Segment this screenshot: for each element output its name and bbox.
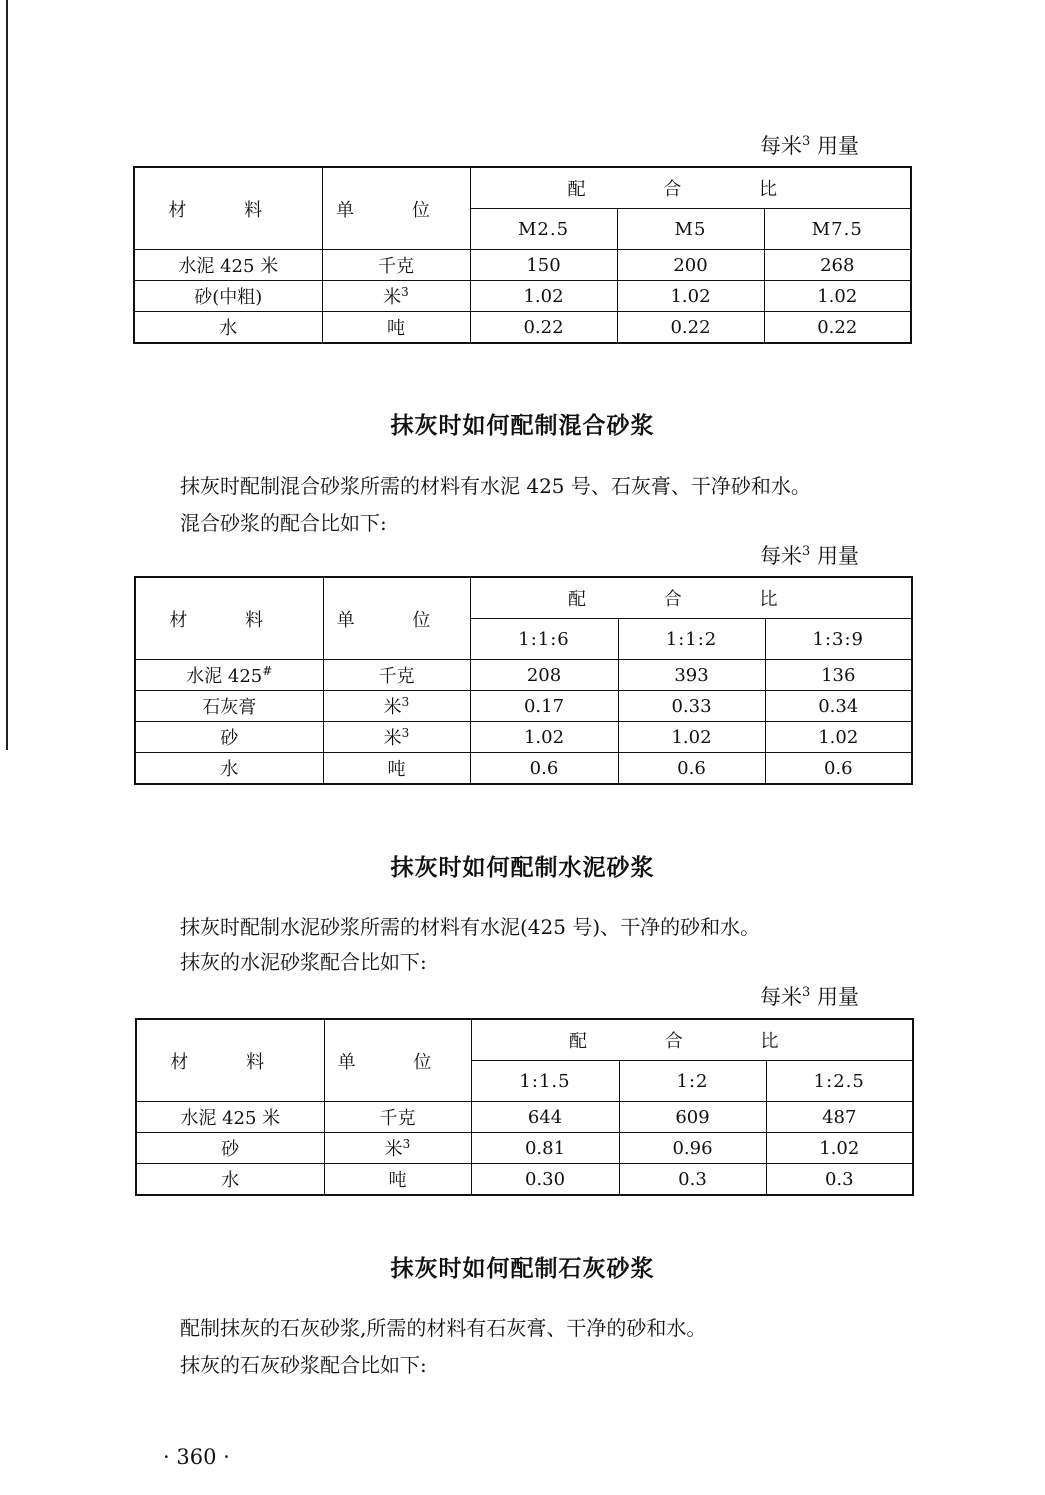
material-cell: 水 [136, 1164, 324, 1196]
unit-note: 每米$^3$ 用量 [760, 985, 859, 1009]
value-cell: 644 [471, 1102, 619, 1133]
value-cell: 150 [470, 250, 617, 281]
paragraph: 抹灰时配制水泥砂浆所需的材料有水泥(425 号)、干净的砂和水。 [180, 915, 761, 939]
paragraph: 抹灰时配制混合砂浆所需的材料有水泥 425 号、石灰膏、干净砂和水。 [180, 474, 811, 498]
value-cell: 0.22 [470, 312, 617, 344]
value-cell: 0.22 [617, 312, 764, 344]
unit-cell: 吨 [322, 312, 470, 344]
header-ratio: 配 合 比 [470, 577, 912, 619]
material-cell: 水泥 425# [135, 660, 323, 691]
column-header: 1:1.5 [471, 1061, 619, 1102]
value-cell: 1.02 [618, 722, 765, 753]
scan-edge-line [6, 0, 8, 750]
value-cell: 0.6 [618, 753, 765, 785]
table-row [136, 1102, 913, 1133]
column-header: M7.5 [764, 209, 911, 250]
header-material: 材 料 [136, 1019, 324, 1102]
value-cell: 0.30 [471, 1164, 619, 1196]
unit-cell: 千克 [323, 660, 470, 691]
value-cell: 0.6 [765, 753, 912, 785]
unit-cell: 吨 [323, 753, 470, 785]
material-cell: 水泥 425 米 [134, 250, 322, 281]
page-number: · 360 · [163, 1445, 230, 1469]
value-cell: 0.96 [619, 1133, 766, 1164]
unit-cell: 吨 [324, 1164, 471, 1196]
column-header: M5 [617, 209, 764, 250]
material-cell: 砂(中粗) [134, 281, 322, 312]
material-cell: 水 [134, 312, 322, 344]
section-heading: 抹灰时如何配制水泥砂浆 [390, 855, 655, 881]
value-cell: 208 [470, 660, 618, 691]
unit-cell: 千克 [324, 1102, 471, 1133]
unit-cell: 米$^3$ [324, 1133, 471, 1164]
section-heading: 抹灰时如何配制混合砂浆 [390, 413, 655, 439]
table-row [136, 1164, 913, 1196]
column-header: 1:3:9 [765, 619, 912, 660]
column-header: M2.5 [470, 209, 617, 250]
value-cell: 1.02 [765, 722, 912, 753]
value-cell: 1.02 [470, 281, 617, 312]
unit-note: 每米$^3$ 用量 [760, 134, 859, 158]
table-row [134, 281, 911, 312]
section-heading: 抹灰时如何配制石灰砂浆 [390, 1256, 655, 1282]
header-material: 材 料 [134, 167, 322, 250]
material-cell: 砂 [135, 722, 323, 753]
value-cell: 1.02 [766, 1133, 913, 1164]
header-ratio: 配 合 比 [471, 1019, 913, 1061]
value-cell: 0.3 [619, 1164, 766, 1196]
value-cell: 609 [619, 1102, 766, 1133]
column-header: 1:2.5 [766, 1061, 913, 1102]
value-cell: 487 [766, 1102, 913, 1133]
unit-cell: 千克 [322, 250, 470, 281]
header-material: 材 料 [135, 577, 323, 660]
unit-cell: 米$^3$ [322, 281, 470, 312]
material-cell: 水 [135, 753, 323, 785]
value-cell: 268 [764, 250, 911, 281]
value-cell: 1.02 [617, 281, 764, 312]
mix-ratio-table-1 [133, 166, 912, 344]
value-cell: 200 [617, 250, 764, 281]
value-cell: 0.81 [471, 1133, 619, 1164]
unit-note: 每米$^3$ 用量 [760, 544, 859, 568]
table-row [134, 312, 911, 344]
column-header: 1:2 [619, 1061, 766, 1102]
value-cell: 0.3 [766, 1164, 913, 1196]
material-cell: 石灰膏 [135, 691, 323, 722]
unit-cell: 米$^3$ [323, 691, 470, 722]
table-row [135, 660, 912, 691]
header-unit: 单 位 [324, 1019, 471, 1102]
value-cell: 0.33 [618, 691, 765, 722]
header-unit: 单 位 [322, 167, 470, 250]
value-cell: 0.34 [765, 691, 912, 722]
value-cell: 0.17 [470, 691, 618, 722]
table-row [135, 722, 912, 753]
unit-cell: 米$^3$ [323, 722, 470, 753]
mix-ratio-table-3 [135, 1018, 914, 1196]
material-cell: 砂 [136, 1133, 324, 1164]
paragraph: 抹灰的石灰砂浆配合比如下: [180, 1353, 427, 1377]
value-cell: 1.02 [764, 281, 911, 312]
table-row [134, 250, 911, 281]
table-row [135, 753, 912, 785]
value-cell: 393 [618, 660, 765, 691]
mix-ratio-table-2 [134, 576, 913, 785]
value-cell: 0.22 [764, 312, 911, 344]
header-ratio: 配 合 比 [470, 167, 911, 209]
column-header: 1:1:2 [618, 619, 765, 660]
table-row [136, 1133, 913, 1164]
column-header: 1:1:6 [470, 619, 618, 660]
paragraph: 抹灰的水泥砂浆配合比如下: [180, 950, 427, 974]
value-cell: 1.02 [470, 722, 618, 753]
header-unit: 单 位 [323, 577, 470, 660]
value-cell: 0.6 [470, 753, 618, 785]
paragraph: 配制抹灰的石灰砂浆,所需的材料有石灰膏、干净的砂和水。 [180, 1316, 707, 1340]
material-cell: 水泥 425 米 [136, 1102, 324, 1133]
value-cell: 136 [765, 660, 912, 691]
paragraph: 混合砂浆的配合比如下: [180, 511, 387, 535]
table-row [135, 691, 912, 722]
